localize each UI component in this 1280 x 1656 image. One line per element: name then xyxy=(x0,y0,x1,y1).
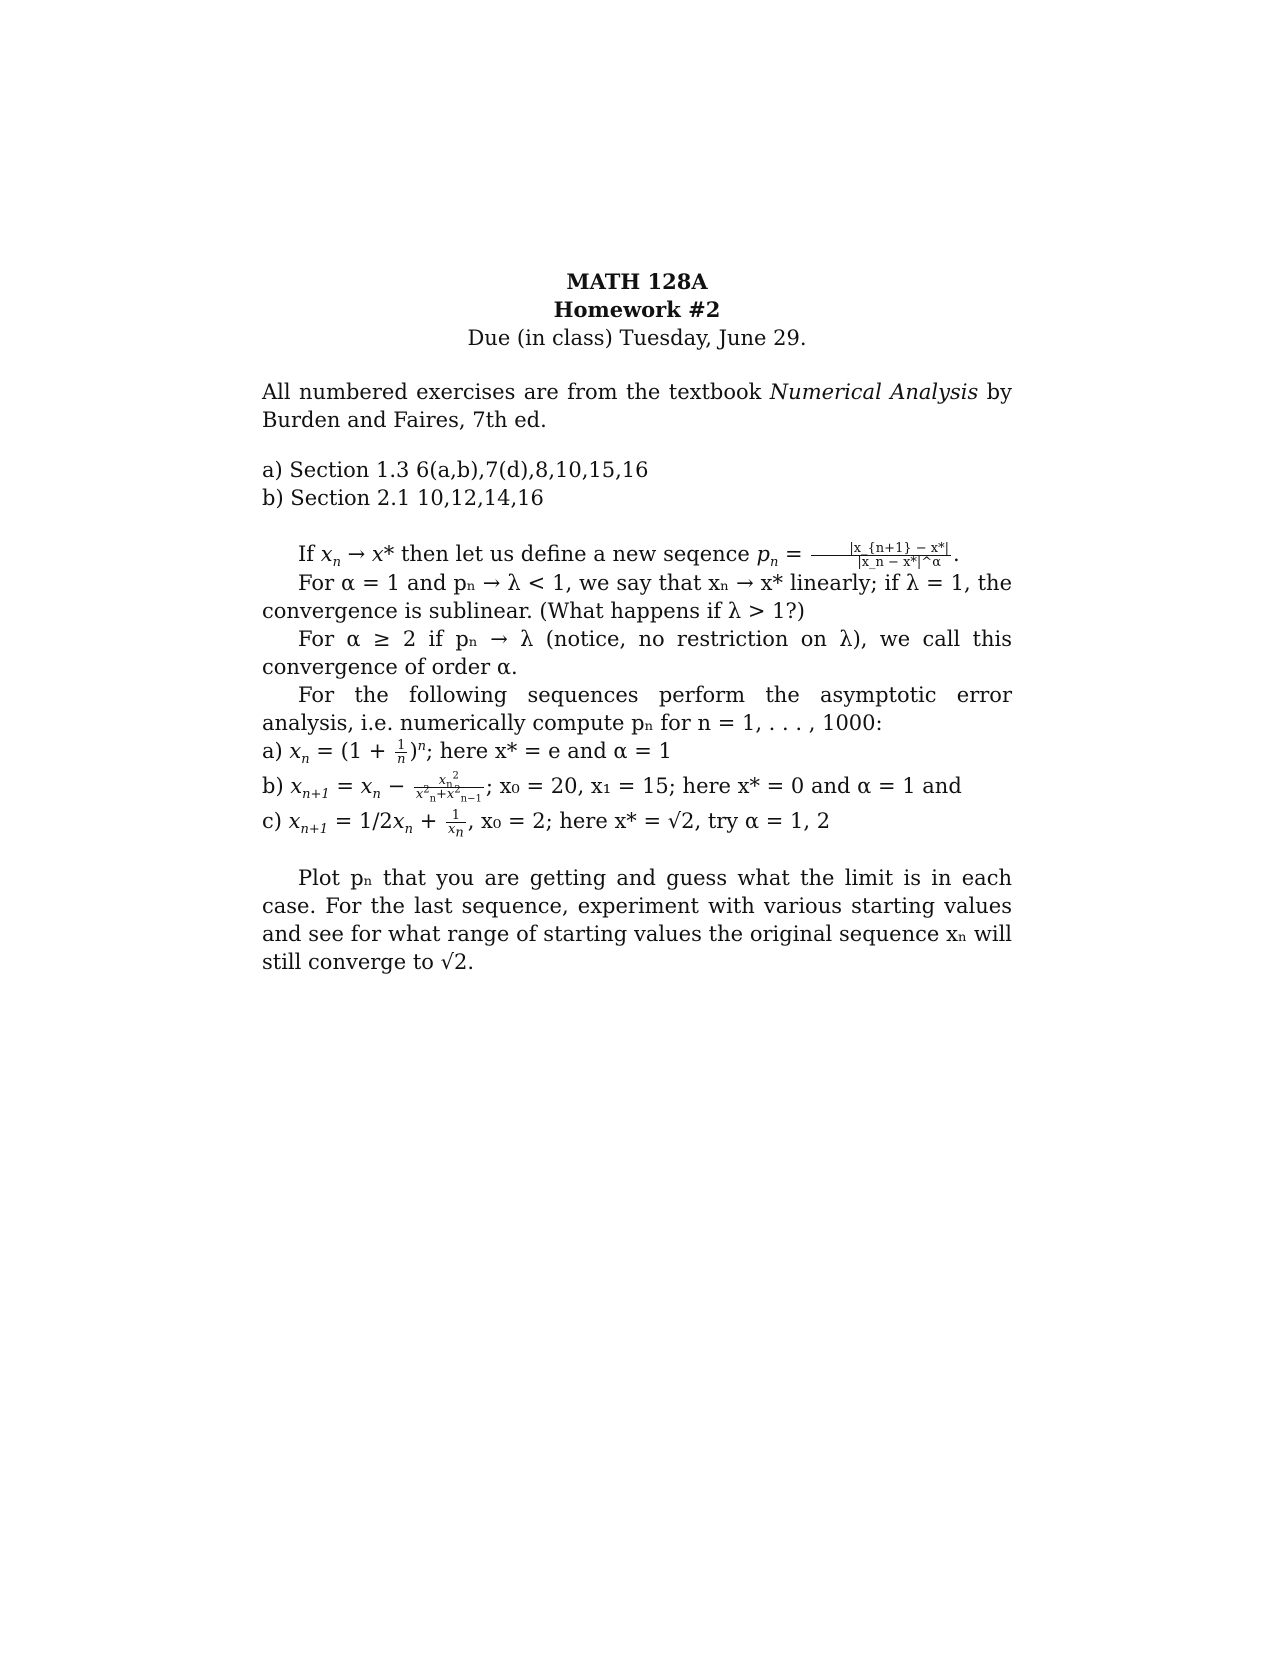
following-paragraph: For the following sequences perform the asymptotic error analysis, i.e. numerically compute pₙ for n = 1, . . . , 1000: xyxy=(262,683,1012,735)
assignment-list xyxy=(262,456,1012,512)
sequence-b: b) $x_{n+1} = x_n$ − $\frac{x_n^2}{x^2_n+x^2_{n-1}}$ ; x₀ = 20, x₁ = 15; here x* = 0 and α = 1 and xyxy=(262,770,962,805)
document-page xyxy=(262,268,1012,976)
course-title: MATH 128A xyxy=(566,269,708,294)
due-date: Due (in class) Tuesday, June 29. xyxy=(467,326,807,350)
sequence-a: a) $x_n = (1$ + $\frac{1}{n}$ )$^n$; here x* = e and α = 1 xyxy=(262,738,672,768)
assignment-item: b) Section 2.1 10,12,14,16 xyxy=(262,486,544,510)
homework-title: Homework #2 xyxy=(553,297,721,322)
assignment-item: a) Section 1.3 6(a,b),7(d),8,10,15,16 xyxy=(262,458,649,482)
header xyxy=(262,268,1012,352)
closing-paragraph: Plot pₙ that you are getting and guess what the limit is in each case. For the last sequence, experiment with various starting values and see for what range of starting values the original sequence xₙ will still converge to √2. xyxy=(262,866,1012,974)
definition-paragraph: If $x_n \to x*$ then let us define a new seqence $p_n$ = $\frac{|x\_\{n+1\} - x*|}{|x\_n - x*|\^{}\alpha}$ . xyxy=(298,541,960,571)
book-title: Numerical Analysis xyxy=(769,380,979,404)
sequence-c: c) $x_{n+1} = 1/2x_n$ + $\frac{1}{x_n}$ , x₀ = 2; here x* = √2, try α = 1, 2 xyxy=(262,808,831,841)
order-paragraph: For α ≥ 2 if pₙ → λ (notice, no restriction on λ), we call this convergence of order α. xyxy=(262,627,1012,679)
ratio-fraction: $\frac{|x\_\{n+1\} - x*|}{|x\_n - x*|\^{}\alpha}$ xyxy=(811,542,951,569)
intro-paragraph: All numbered exercises are from the textbook Numerical Analysis by Burden and Faires, 7th ed. xyxy=(262,380,1012,432)
linear-paragraph: For α = 1 and pₙ → λ < 1, we say that xₙ → x* linearly; if λ = 1, the convergence is sublinear. (What happens if λ > 1?) xyxy=(262,571,1012,623)
